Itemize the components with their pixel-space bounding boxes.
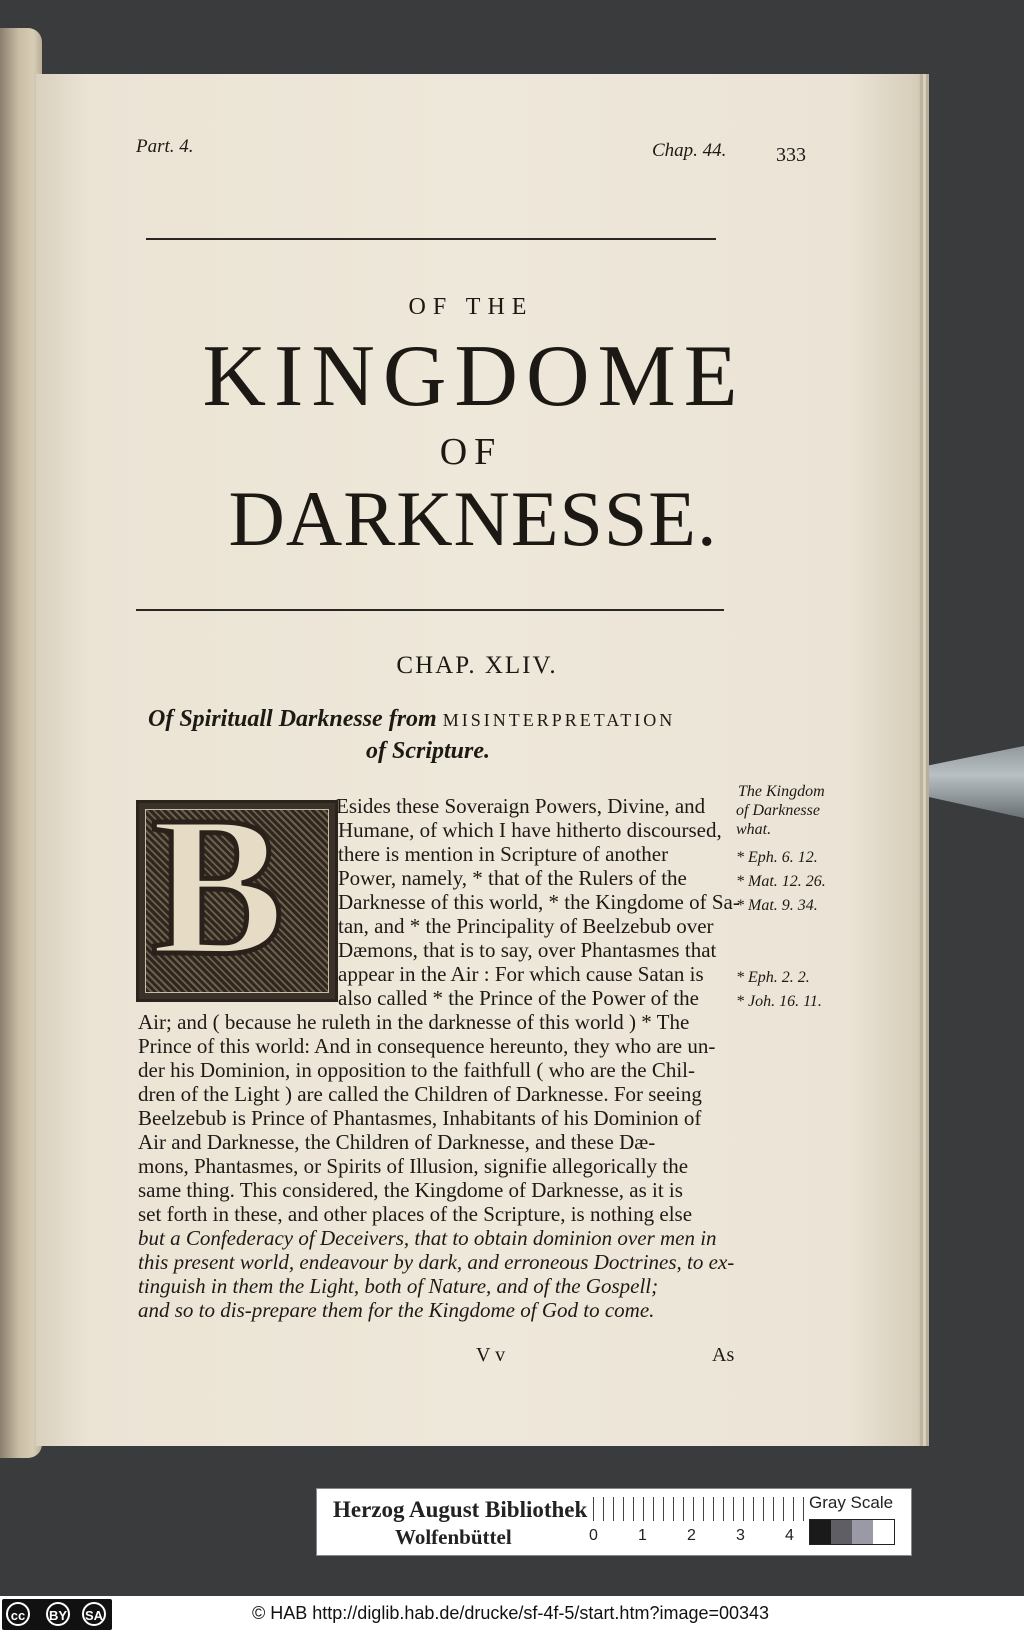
cc-license-badge[interactable] <box>2 1599 112 1630</box>
gray-swatch <box>831 1520 852 1544</box>
body-line: Air; and ( because he ruleth in the darknesse of this world ) * The <box>138 1010 690 1034</box>
chapter-subtitle-line2: of Scripture. <box>366 738 491 764</box>
gray-scale-label: Gray Scale <box>809 1493 894 1512</box>
margin-note: of Darknesse <box>736 802 820 819</box>
running-head-part: Part. 4. <box>136 136 194 157</box>
body-line: same thing. This considered, the Kingdome of Darknesse, as it is <box>138 1178 683 1202</box>
copyright-bar <box>0 1596 1024 1633</box>
body-line: Humane, of which I have hitherto discoursed, <box>338 818 722 842</box>
body-line: der his Dominion, in opposition to the faithfull ( who are the Chil- <box>138 1058 696 1082</box>
margin-reference: * Eph. 2. 2. <box>736 969 810 986</box>
margin-note: what. <box>736 821 772 838</box>
by-icon: BY <box>46 1602 70 1626</box>
copyright-text[interactable]: © HAB http://diglib.hab.de/drucke/sf-4f-5/start.htm?image=00343 <box>252 1603 770 1623</box>
decorated-initial <box>136 776 338 1002</box>
gray-scale-bar <box>809 1519 895 1545</box>
title-darknesse: DARKNESSE. <box>228 475 718 562</box>
body-line: tan, and * the Principality of Beelzebub over <box>338 914 714 938</box>
body-line: dren of the Light ) are called the Children of Darknesse. For seeing <box>138 1082 702 1106</box>
library-footer <box>316 1488 912 1556</box>
cc-icon: cc <box>6 1602 30 1626</box>
title-of: OF <box>439 431 503 473</box>
margin-reference: * Joh. 16. 11. <box>736 993 822 1010</box>
page-number: 333 <box>776 144 806 166</box>
ruler-label: 0 <box>589 1527 598 1544</box>
body-line: also called * the Prince of the Power of the <box>338 986 699 1010</box>
sa-icon: SA <box>82 1602 106 1626</box>
ruler-label: 1 <box>638 1527 647 1544</box>
signature-mark: V v <box>476 1344 506 1366</box>
body-line: Power, namely, * that of the Rulers of the <box>338 866 687 890</box>
margin-reference: * Mat. 12. 26. <box>736 873 826 890</box>
body-line: this present world, endeavour by dark, and erroneous Doctrines, to ex- <box>138 1250 735 1274</box>
book-page <box>36 74 918 1446</box>
title-of-the: OF THE <box>408 294 534 320</box>
body-line: tinguish in them the Light, both of Nature, and of the Gospell; <box>138 1274 659 1298</box>
bottom-rule <box>136 609 724 611</box>
ruler-label: 4 <box>785 1527 794 1544</box>
margin-note: The Kingdom <box>738 783 825 800</box>
running-head-chapter: Chap. 44. <box>652 140 727 161</box>
body-line: there is mention in Scripture of another <box>338 842 669 866</box>
body-line: appear in the Air : For which cause Satan is <box>338 962 704 986</box>
title-kingdome: KINGDOME <box>202 328 746 425</box>
initial-letter: B <box>151 776 285 997</box>
subtitle-italic: Of Spirituall Darknesse from <box>148 706 437 732</box>
catchword: As <box>712 1344 735 1366</box>
margin-reference: * Mat. 9. 34. <box>736 897 818 914</box>
body-line: Esides these Soveraign Powers, Divine, and <box>336 794 706 818</box>
ruler-label: 2 <box>687 1527 696 1544</box>
body-line: Prince of this world: And in consequence hereunto, they who are un- <box>138 1034 716 1058</box>
body-line: mons, Phantasmes, or Spirits of Illusion, signifie allegorically the <box>138 1154 689 1178</box>
library-name: Herzog August Bibliothek <box>333 1497 588 1522</box>
body-line: and so to dis-prepare them for the Kingdome of God to come. <box>138 1298 655 1322</box>
body-line: Darknesse of this world, * the Kingdome of Sa- <box>338 890 740 914</box>
gray-swatch <box>873 1520 894 1544</box>
body-line: Dæmons, that is to say, over Phantasmes that <box>338 938 717 962</box>
body-line: but a Confederacy of Deceivers, that to obtain dominion over men in <box>138 1226 717 1250</box>
chapter-subtitle <box>148 706 675 733</box>
top-rule <box>146 238 716 240</box>
subtitle-caps: MISINTERPRETATION <box>442 710 676 730</box>
scale-ruler <box>593 1497 805 1521</box>
body-line: set forth in these, and other places of the Scripture, is nothing else <box>138 1202 693 1226</box>
page-clip <box>900 746 1024 818</box>
chapter-number: CHAP. XLIV. <box>396 652 558 679</box>
library-city: Wolfenbüttel <box>395 1525 512 1549</box>
body-line: Beelzebub is Prince of Phantasmes, Inhabitants of his Dominion of <box>138 1106 702 1130</box>
gray-swatch <box>852 1520 873 1544</box>
margin-reference: * Eph. 6. 12. <box>736 849 818 866</box>
ruler-label: 3 <box>736 1527 745 1544</box>
gray-swatch <box>810 1520 831 1544</box>
body-line: Air and Darknesse, the Children of Darknesse, and these Dæ- <box>138 1130 656 1154</box>
